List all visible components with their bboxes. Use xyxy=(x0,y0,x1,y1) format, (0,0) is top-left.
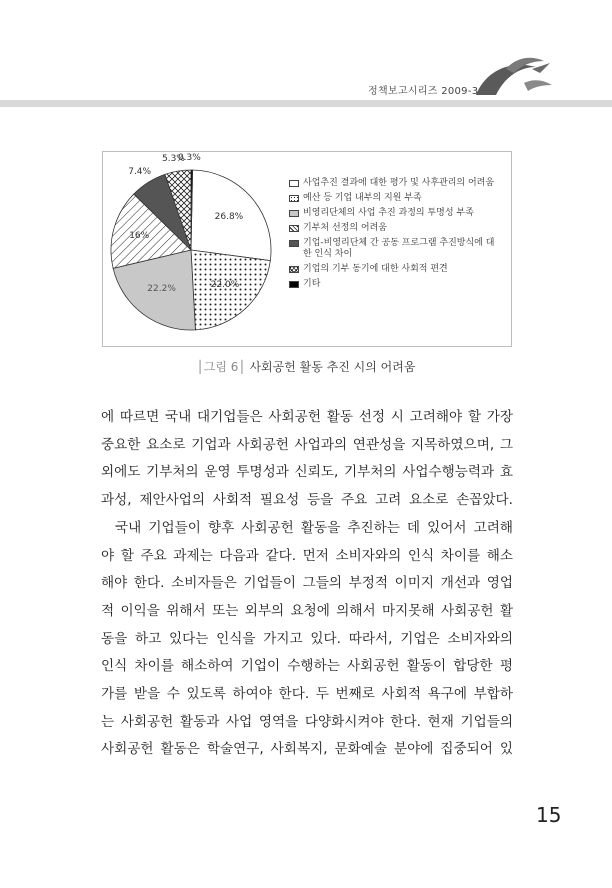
legend-swatch-dark xyxy=(289,240,299,247)
pie-chart xyxy=(103,152,283,346)
text-line: 해야 한다. 소비자들은 기업들이 그들의 부정적 이미지 개선과 영업 xyxy=(101,575,513,592)
legend-label: 비영리단체의 사업 추진 과정의 투명성 부족 xyxy=(303,208,474,218)
text-line: 동을 하고 있다는 인식을 가지고 있다. 따라서, 기업은 소비자와의 xyxy=(101,630,513,647)
text-line: 가를 받을 수 있도록 하여야 한다. 두 번째로 사회적 욕구에 부합하 xyxy=(101,686,513,703)
page-number: 15 xyxy=(536,803,562,827)
legend-item xyxy=(289,223,499,234)
pie-value-label: 16% xyxy=(129,230,150,241)
legend-label: 사업추진 결과에 대한 평가 및 사후관리의 어려움 xyxy=(303,178,495,188)
legend-item xyxy=(289,178,499,189)
pie-value-label: 7.4% xyxy=(128,166,152,177)
text-line: 인식 차이를 해소하여 기업이 수행하는 사회공헌 활동이 합당한 평 xyxy=(101,658,513,675)
legend-label: 기업의 기부 동기에 대한 사회적 편견 xyxy=(303,264,448,274)
chart-legend xyxy=(289,178,499,294)
pie-value-label: 26.8% xyxy=(214,211,244,222)
legend-label: 예산 등 기업 내부의 지원 부족 xyxy=(303,193,422,203)
legend-swatch-hatch xyxy=(289,225,299,232)
pie-value-label: 22.0% xyxy=(210,280,240,291)
legend-item xyxy=(289,238,499,260)
legend-item xyxy=(289,193,499,204)
pie-value-label: 0.3% xyxy=(177,152,201,163)
body-text xyxy=(101,404,513,764)
figure-caption xyxy=(0,358,612,375)
caption-prefix: │그림 6│ xyxy=(196,360,246,374)
legend-label: 기업-비영리단체 간 공동 프로그램 추진방식에 대한 인식 차이 xyxy=(303,238,495,259)
legend-swatch-white xyxy=(289,180,299,187)
legend-label: 기부처 선정의 어려움 xyxy=(303,223,387,233)
legend-item xyxy=(289,279,499,290)
text-line: 국내 기업들이 향후 사회공헌 활동을 추진하는 데 있어서 고려해 xyxy=(115,519,513,536)
text-line: 과성, 제안사업의 사회적 필요성 등을 주요 고려 요소로 손꼽았다. xyxy=(101,492,513,509)
text-line: 적 이익을 위해서 또는 외부의 요청에 의해서 마지못해 사회공헌 활 xyxy=(101,602,513,619)
legend-label: 기타 xyxy=(303,279,321,289)
legend-swatch-dots xyxy=(289,195,299,202)
text-line: 야 할 주요 과제는 다음과 같다. 먼저 소비자와의 인식 차이를 해소 xyxy=(101,547,513,564)
legend-swatch-gray xyxy=(289,210,299,217)
pie-value-label: 5.3% xyxy=(161,154,185,165)
text-line: 는 사회공헌 활동과 사업 영역을 다양화시켜야 한다. 현재 기업들의 xyxy=(101,713,513,730)
series-title: 정책보고시리즈 2009-3 xyxy=(368,86,479,97)
text-line: 외에도 기부처의 운영 투명성과 신뢰도, 기부처의 사업수행능력과 효 xyxy=(101,464,513,481)
legend-item xyxy=(289,208,499,219)
legend-swatch-crosshatch xyxy=(289,266,299,273)
bird-logo-icon xyxy=(466,55,556,105)
caption-text: 사회공헌 활동 추진 시의 어려움 xyxy=(249,360,416,374)
text-line: 에 따르면 국내 대기업들은 사회공헌 활동 선정 시 고려해야 할 가장 xyxy=(101,409,513,425)
text-line: 사회공헌 활동은 학술연구, 사회복지, 문화예술 분야에 집중되어 있 xyxy=(101,741,513,758)
figure-panel xyxy=(102,151,512,347)
pie-value-label: 22.2% xyxy=(147,283,176,294)
text-line: 중요한 요소로 기업과 사회공헌 사업과의 연관성을 지목하였으며, 그 xyxy=(101,436,513,453)
legend-swatch-black xyxy=(289,281,299,288)
legend-item xyxy=(289,264,499,275)
